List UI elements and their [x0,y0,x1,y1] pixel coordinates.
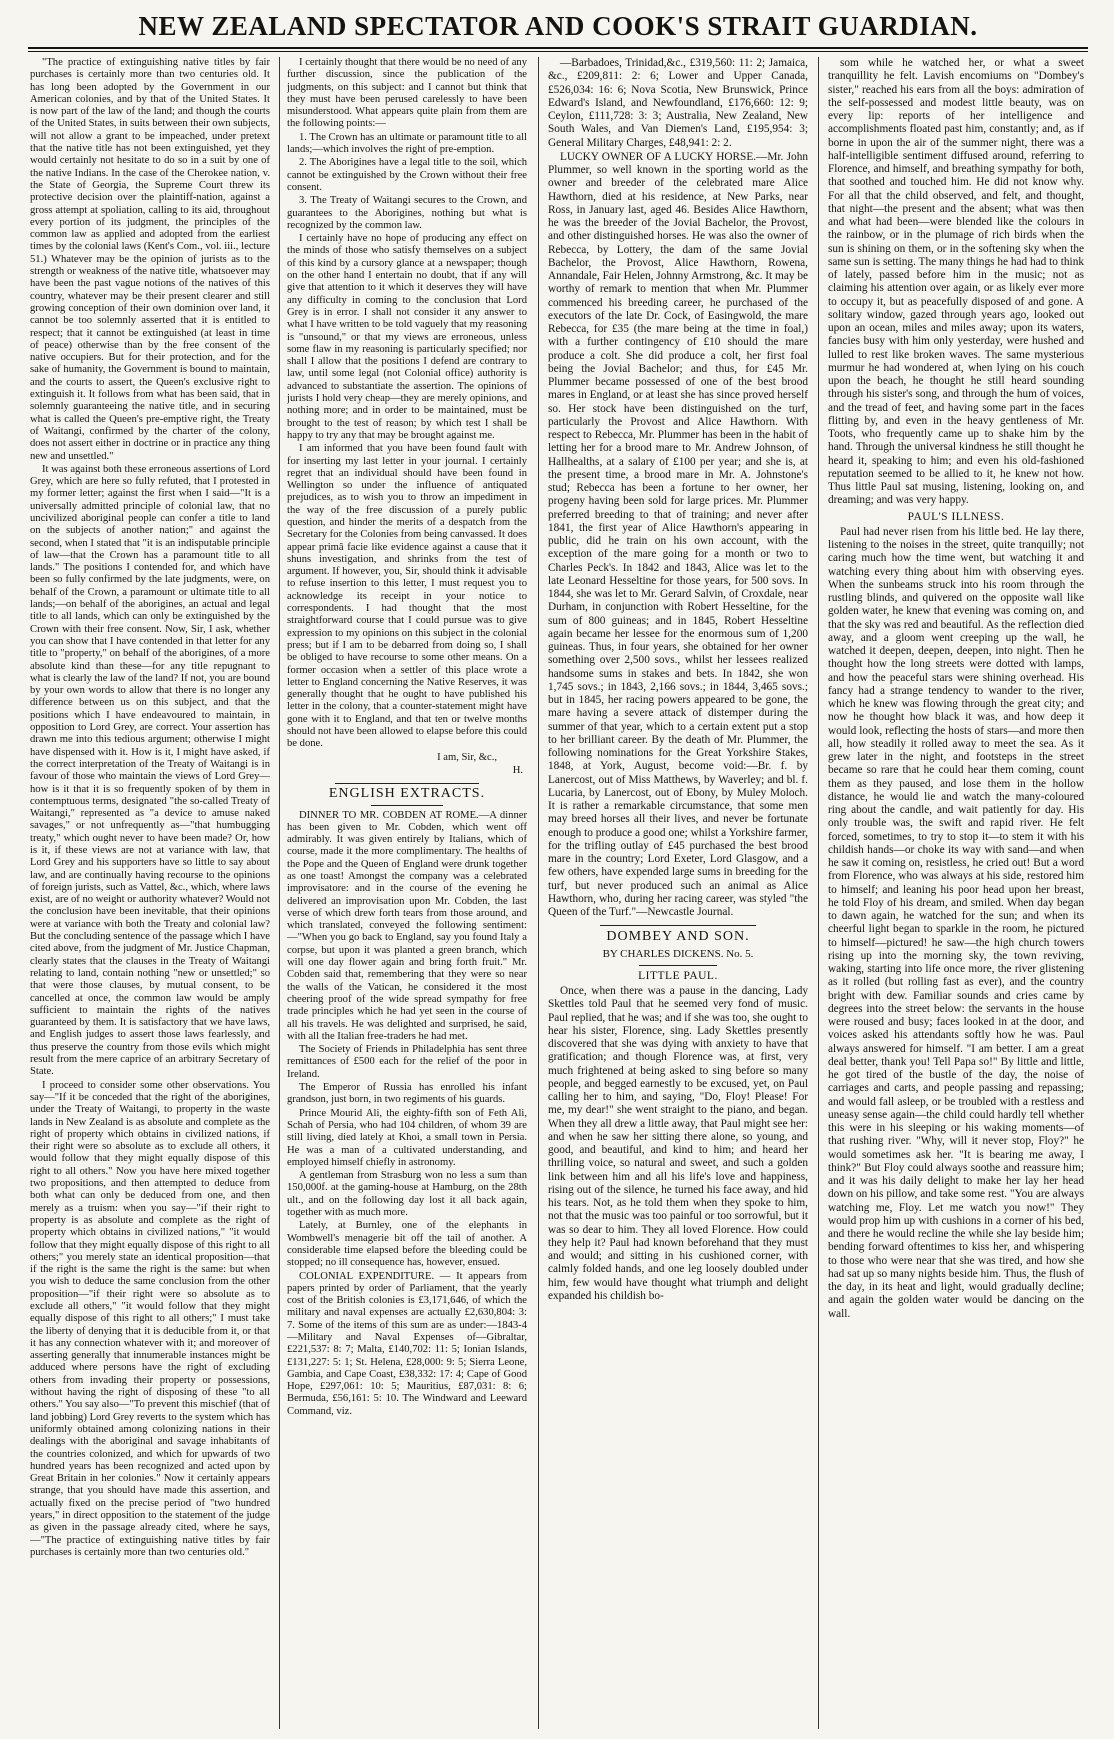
section-title-english-extracts: ENGLISH EXTRACTS. [328,786,486,802]
column-3 [548,57,808,1729]
numbered-point: 1. The Crown has an ultimate or paramount title to all lands;—which involves the right of pre-emption. [287,131,527,156]
section-title-dombey-and-son: DOMBEY AND SON. [606,929,750,945]
column-4 [828,57,1084,1729]
extract-paragraph: A gentleman from Strasburg won no less a sum than 150,000f. at the gaming-house at Hamburg, on the 28th ult., and on the following day lost it all back again, together with as much more. [287,1170,527,1219]
story-paragraph: Once, when there was a pause in the dancing, Lady Skettles told Paul that he seemed very fond of music. Paul replied, that he was; and if she was too, she ought to hear his sister, Florence, sing. Lady Skettles presently discovered that she was dying with anxiety to have that gratification; and though Florence was, at first, very much frightened at being asked to sing before so many people, and begged earnestly to be excused, yet, on Paul calling her to him, and saying, "Do, Floy! Please! For me, my dear!" she went straight to the piano, and began. When they all drew a little away, that Paul might see her: and when he saw her sitting there alone, so young, and good, and beautiful, and kind to him; and heard her thrilling voice, so natural and sweet, and such a golden link between him and all his life's love and happiness, rising out of the silence, he turned his face away, and hid his tears. Not, as he told them when they spoke to him, not that the music was too painful or too sorrowful, but it was so dear to him. They all loved Florence. How could they help it? Paul had known beforehand that they must and would; and sitting in his cushioned corner, with calmly folded hands, and one leg loosely doubled under him, few would have thought what triumph and delight expanded his childish bo- [548,985,808,1302]
numbered-point: 2. The Aborigines have a legal title to the soil, which cannot be extinguished by the Crown without their free consent. [287,157,527,193]
section-divider [600,925,756,926]
extract-paragraph: The Society of Friends in Philadelphia has sent three remittances of £500 each for the relief of the poor in Ireland. [287,1044,527,1080]
story-paragraph: Paul had never risen from his little bed. He lay there, listening to the noises in the street, quite tranquilly; not caring much how the time went, but watching it and watching every thing about him with observing eyes. When the sunbeams struck into his room through the rustling blinds, and quivered on the opposite wall like golden water, he knew that evening was coming on, and that the sky was red and beautiful. As the reflection died away, and a gloom went creeping up the wall, he watched it deepen, deepen, deepen, into night. Then he thought how the long streets were dotted with lamps, and how the peaceful stars were shining overhead. His fancy had a strange tendency to wander to the river, which he knew was flowing through the great city; and now he thought how black it was, and how deep it would look, reflecting the hosts of stars—and more then all, how steadily it rolled away to meet the sea. As it grew later in the night, and footsteps in the street became so rare that he could hear them coming, count them as they paused, and lose them in the hollow distance, he would lie and watch the many-coloured ring about the candle, and wait patiently for day. His only trouble was, the swift and rapid river. He felt forced, sometimes, to try to stop it—to stem it with his childish hands—or choke its way with sand—and when he saw it coming on, resistless, he cried out! But a word from Florence, who was always at his side, restored him to himself; and leaning his poor head upon her breast, he told Floy of his dream, and smiled. When day began to dawn again, he watched for the sun; and when its cheerful light began to sparkle in the room, he pictured to himself—pictured! he saw—the high church towers rising up into the morning sky, the town reviving, waking, starting into life once more, the river glistening as it rolled (but rolling fast as ever), and the country bright with dew. Familiar sounds and cries came by degrees into the street below: the servants in the house were roused and busy; faces looked in at the door, and voices asked his attendants softly how he was. Paul always answered for himself. "I am better. I am a great deal better, thank you! Tell Papa so!" By little and little, he got tired of the bustle of the day, the noise of carriages and carts, and people passing and repassing; and would fall asleep, or be troubled with a restless and uneasy sense again—the child could hardly tell whether this were in his sleeping or his waking moments—of that rushing river. "Why, will it never stop, Floy?" he would sometimes ask her. "It is bearing me away, I think?" But Floy could always soothe and reassure him; and it was his daily delight to make her lay her head down on his pillow, and take some rest. "You are always watching me, Floy. Let me watch you now!" They would prop him up with cushions in a corner of his bed, and there he would recline the while she lay beside him; bending forward oftentimes to kiss her, and whispering to those who were near that she was tired, and how she had sat up so many nights beside him. Thus, the flush of the day, in its heat and light, would gradually decline; and again the golden water would be dancing on the wall. [828,525,1084,1320]
extract-paragraph: DINNER TO MR. COBDEN AT ROME.—A dinner has been given to Mr. Cobden, which went off admirably. It was given entirely by Italians, which of course, made it the more complimentary. The healths of the Pope and the Queen of England were drunk together as one toast! Amongst the company was a celebrated improvisatore: and in the course of the evening he delivered an improvisation upon Mr. Cobden, the last verse of which drew forth tears from those around, and which translated, conveyed the following sentiment:—"When you go back to England, say you found Italy a corpse, but upon it was planted a green branch, which will one day flower again and bring forth fruit." Mr. Cobden said that, remembering that they were so near the walls of the Vatican, he considered it the most cheering proof of the wide spread sympathy for free trade principles which he had yet seen in the course of all his travels. He was delighted and surprised, he said, with all the Italian free-traders he had met. [287,809,527,1042]
extract-paragraph: COLONIAL EXPENDITURE. — It appears from papers printed by order of Parliament, that the yearly cost of the British colonies is £3,171,646, of which the military and naval expenses are actually £2,630,804: 3: 7. Some of the items of this sum are as under:—1843-4—Military and Naval Expenses of—Gibraltar, £221,537: 8: 7; Malta, £140,702: 11: 5; Ionian Islands, £131,227: 5: 1; St. Helena, £28,000: 9: 5; Sierra Leone, Gambia, and Cape Coast, £38,332: 17: 4; Cape of Good Hope, £297,061: 10: 5; Mauritius, £87,031: 8: 6; Bermuda, £56,161: 5: 10. The Windward and Leeward Command, viz. [287,1270,527,1417]
article-paragraph: I am informed that you have been found fault with for inserting my last letter in your journal. I certainly regret that an individual should have been found in Wellington so under the influence of antiquated prejudices, as to wish you to throw an impediment in the way of the free discussion of a purely public question, and hinder the merits of a despatch from the Secretary for the Colonies from being canvassed. It does appear primâ facie like evidence against a cause that it shuns investigation, and shrinks from the test of argument. If however, you, Sir, should think it advisable to refuse insertion to this letter, I must request you to acknowledge its receipt in your notice to correspondents. I had thought that the most straightforward course that I could pursue was to give expression to my opinions on this subject in the colonial press; but if I am to be debarred from doing so, I shall be obliged to have recourse to some other means. On a former occasion when a settler of this place wrote a letter to England concerning the Native Reserves, it was generally thought that he ought to have published his letter in the colony, that a counter-statement might have gone with it to England, and that ten or twelve months should not have been allowed to elapse before this could be done. [287,443,527,750]
article-paragraph: "The practice of extinguishing native titles by fair purchases is certainly more than two centuries old. It has long been adopted by the Government in our American colonies, and by that of the United States. It is now part of the law of the land; and though the courts of the United States, in suits between their own subjects, will not allow a grant to be impeached, under pretext that the native title has not been extinguished, yet they would certainly not hesitate to do so in a suit by one of the native Indians. In the case of the Cherokee nation, v. the State of Georgia, the Supreme Court threw its protective decision over the plaintiff-nation, against a gross attempt at spoliation, calling to its aid, throughout every portion of its judgment, the principles of the common law as applied and adopted from the earliest times by the colonial laws (Kent's Com., vol. iii., lecture 51.) Whatever may be the opinion of jurists as to the strength or weakness of the native title, whatsoever may have been the past vague notions of the natives of this country, whatever may be their present clearer and still growing conception of their own dominion over land, it cannot be too solemnly asserted that it is entitled to respect; that it cannot be extinguished (at least in time of peace) otherwise than by the free consent of the native occupiers. But for their protection, and for the sake of humanity, the Government is bound to maintain, and the courts to assert, the Queen's exclusive right to extinguish it. It follows from what has been said, that in solemnly guaranteeing the native title, and in securing what is called the Queen's pre-emptive right, the Treaty of Waitangi, confirmed by the charter of the colony, does not assert either in doctrine or in practice any thing new and unsettled." [30,57,270,462]
article-paragraph: I certainly thought that there would be no need of any further discussion, since the publication of the judgments, on this subject: and I cannot but think that they must have been perused carelessly to have been misunderstood. What appears quite plain from them are the following points:— [287,57,527,130]
extract-paragraph: Lately, at Burnley, one of the elephants in Wombwell's menagerie bit off the tail of another. A considerable time elapsed before the bleeding could be stopped; no ill consequence has, however, ensued. [287,1220,527,1269]
masthead-rule-thin [28,51,1088,52]
article-paragraph: —Barbadoes, Trinidad,&c., £319,560: 11: 2; Jamaica, &c., £209,811: 2: 6; Lower and Upper Canada, £526,034: 16: 6; Nova Scotia, New Brunswick, Prince Edward's Island, and Newfoundland, £176,660: 12: 9; Ceylon, £111,728: 3: 3; Australia, New Zealand, New South Wales, and Van Diemen's Land, £195,954: 3; General Military Charges, £48,941: 2: 2. [548,57,808,149]
numbered-point: 3. The Treaty of Waitangi secures to the Crown, and guarantees to the Aborigines, nothing but what is recognized by the common law. [287,195,527,231]
section-divider [335,783,479,784]
chapter-title: LITTLE PAUL. [638,969,718,982]
letter-signature: H. [512,764,523,776]
newspaper-title: NEW ZEALAND SPECTATOR AND COOK'S STRAIT GUARDIAN. [138,11,978,41]
article-paragraph: It was against both these erroneous assertions of Lord Grey, which are here so fully refuted, that I protested in my former letter; against the first when I said—"It is a universally admitted principle of colonial law, that no uncivilized aboriginal people can confer a title to land on the subjects of another nation;" and against the second, when I stated that "it is an indisputable principle of law—that the Crown has a paramount title to all lands." The positions I contended for, and which have been so fully confirmed by the late judgments, were, on behalf of the Crown, a paramount or ultimate title to all lands;—on behalf of the aborigines, an actual and legal title to all lands, which can only be extinguished by the Crown with their free consent. Now, Sir, I ask, whether you can show that I have contended in that letter for any title to "property," on behalf of the aborigines, of a more absolute kind than these—for any title repugnant to what is clearly the law of the land? If not, you are bound by your own words to allow that there is no longer any difference between us on this subject, and that the positions which I have endeavoured to maintain, in opposition to Lord Grey, are correct. Your assertion has drawn me into this tedious argument; otherwise I might have dispensed with it. How is it, I might have asked, if the correct interpretation of the Treaty of Waitangi is in favour of those who maintain the views of Lord Grey—how is it that it is so frequently spoken of by them in contemptuous terms, designated "the so-called Treaty of Waitangi," represented as "a device to amuse naked savages," or not unfrequently as—"that humbugging treaty," which ought never to have been made? Or, how is it, if these views are not at variance with law, that Lord Grey and his supporters have so little to say about law, and are continually having recourse to the opinions of foreign jurists, such as Vattel, &c., which, where laws exist, are of no weight or authority whatever? Would not the conclusion have been inevitable, that their opinions were at variance with both the Treaty and colonial law? But the concluding sentence of the passage which I have cited above, from the judgment of Mr. Justice Chapman, clearly states that the clauses in the Treaty of Waitangi relating to land, contain nothing "new or unsettled;" so that were those clauses, by mutual consent, to be cancelled at once, the common law would be amply sufficient to maintain the rights of the natives guaranteed by them. It is satisfactory that we have laws, and English judges to assert those laws fearlessly, and thus preserve the country from those evils which might result from the mere caprice of an arbitrary Secretary of State. [30,463,270,1078]
extract-paragraph: The Emperor of Russia has enrolled his infant grandson, just born, in two regiments of his guards. [287,1082,527,1106]
article-paragraph: I proceed to consider some other observations. You say—"If it be conceded that the right of the aborigines, under the Treaty of Waitangi, to property in the waste lands in New Zealand is as absolute and complete as the right of property which obtains in civilized nations, if their right were so absolute as to exclude all others, it would follow that they might equally dispose of this right to all others." Now you have here mixed together two propositions, and then attempted to deduce from both what can only be deduced from one, and then merely as a truism: when you say—"if their right to property is as absolute and complete as the right of property which obtains in civilized nations," "it would follow that they might equally dispose of this right to all others;" you merely state an identical proposition—that if the right is the same the right is the same: but when you wish to deduce the same conclusion from the other proposition—"if their right were so absolute as to exclude all others," "it would follow that they might equally dispose of this right to all others;" I must take the liberty of denying that it is deducible from it, or that it has any connection whatever with it; and moreover of asserting generally that innumerable instances might be adduced where persons have the right of excluding others from invading their property or possessions, without having the right of disposing of these "to all others." You say also—"To prevent this mischief (that of land jobbing) Lord Grey reverts to the system which has uniformly obtained among colonizing nations in their dealings with the aboriginal and savage inhabitants of the countries colonized, and which for upwards of two hundred years has been recognized and acted upon by Great Britain in her colonies." Now it certainly appears strange, that you should have made this assertion, and actually fixed on the precise period of "two hundred years," in direct opposition to the statement of the judge as given in the passage already cited, where he says,—"The practice of extinguishing native titles by fair purchases is certainly more than two centuries old." [30,1079,270,1558]
chapter-title: PAUL'S ILLNESS. [907,510,1005,523]
masthead [28,6,1088,46]
column-2 [287,57,527,1729]
masthead-rule-thick [28,47,1088,49]
article-paragraph: LUCKY OWNER OF A LUCKY HORSE.—Mr. John Plummer, so well known in the sporting world as the owner and breeder of the celebrated mare Alice Hawthorn, died at his residence, at New Parks, near Ross, in January last, aged 46. Besides Alice Hawthorn, he was the breeder of the Jovial Bachelor, the Provost, and other distinguished horses. He was also the owner of Rebecca, by Lottery, the dam of the same Jovial Bachelor, the Provost, Alice Hawthorn, Rowena, Annandale, Fair Helen, Johnny Armstrong, &c. It may be worthy of remark to mention that when Mr. Plummer commenced his breeding career, he purchased of the executors of the late Dr. Cock, of Easingwold, the mare Rebecca, for £35 (the mare being at the time in foal,) with a further contingency of £10 should the mare produce a colt. She did produce a colt, her first foal being the Jovial Bachelor; and thus, for £45 Mr. Plummer became possessed of one of the best brood mares in England, or at least she has since proved herself so. Her stock have been distinguished on the turf, particularly the Provost and Alice Hawthorn. With respect to Rebecca, Mr. Plummer has been in the habit of letting her for a brood mare to Mr. Andrew Johnson, of Hallhealths, at a salary of £100 per year; and she is, at the present time, a brood mare in Mr. A. Johnstone's stud; Rebecca has been a fortune to her owner, her progeny having been sold for large prices. Mr. Plummer preferred breeding to that of training; and never after 1841, the first year of Alice Hawthorn's appearing in public, did he train on his own account, with the exception of the mare going for a month or two to Charles Peck's. In 1842 and 1843, Alice was let to the late Leonard Hesseltine for those years, for 500 sovs. In 1844, she was let to Mr. Gerard Salvin, of Croxdale, near Durham, in conjunction with Robert Hesseltine, for the sum of 800 guineas; and in 1845, Robert Hesseltine again became her lessee for the enormous sum of 1,200 guineas. Thus, in four years, she obtained for her owner something over 2,500 sovs., whilst her lessees realized handsome sums in stakes and bets. In 1842, she won 1,745 sovs.; in 1843, 2,166 sovs.; in 1844, 3,465 sovs.; but in 1845, her racing powers appeared to be gone, the mare having a severe attack of distemper during the summer of that year, which to a certain extent put a stop to her brilliant career. By the death of Mr. Plummer, the following nominations for the Great Yorkshire Stakes, 1848, at York, August, become void:—Br. f. by Lanercost, out of Miss Matthews, by Waverley; and bl. f. Lucaria, by Lanercost, out of Ebony, by Muley Moloch. It is rather a remarkable circumstance, that some men may breed horses all their lives, and never be fortunate enough to produce a good one; whilst a Yorkshire farmer, for the trifling outlay of £45 purchased the best brood mare in the country; Lord Exeter, Lord Glasgow, and a few others, have expended large sums in breeding for the turf, but never produced such an animal as Alice Hawthorn, who, during her racing career, was styled "the Queen of the Turf."—Newcastle Journal. [548,150,808,918]
column-1 [30,57,270,1729]
column-divider [538,57,539,1729]
column-divider [818,57,819,1729]
extract-paragraph: Prince Mourid Ali, the eighty-fifth son of Feth Ali, Schah of Persia, who had 104 children, of whom 39 are still living, died lately at Khoi, a small town in Persia. He was a man of a cultivated understanding, and employed himself chiefly in astronomy. [287,1107,527,1168]
letter-signoff: I am, Sir, &c., [437,751,497,763]
section-divider [371,805,443,806]
byline: BY CHARLES DICKENS. No. 5. [602,947,754,960]
section-divider [639,965,717,966]
article-paragraph: I certainly have no hope of producing any effect on the minds of those who satisfy themselves on a subject of this kind by a cursory glance at a newspaper; though on the other hand I entertain no doubt, that if any will give that attention to it which it deserves they will have any difficulty in coming to the conclusion that Lord Grey is in error. I shall not consider it any answer to what I have written to be told vaguely that my reasoning is "unsound," or that my views are erroneous, unless some flaw in my reasoning is particularly specified; nor shall I allow that the positions I defend are contrary to law, until some legal (not Colonial office) authority is advanced to substantiate the assertion. The opinions of jurists I hold very cheap—they are merely opinions, and nothing more; and in order to be maintained, must be brought to the test of reason; by which test I shall be happy to try any that may be brought against me. [287,233,527,441]
column-divider [279,57,280,1729]
story-paragraph: som while he watched her, or what a sweet tranquillity he felt. Lavish encomiums on "Dombey's sister," reached his ears from all the boys: admiration of the self-possessed and modest little beauty, was on every lip: reports of her intelligence and accomplishments floated past him, constantly; and, as if borne in upon the air of the summer night, there was a half-intelligible sentiment diffused around, referring to Florence, and himself, and breathing sympathy for both, that soothed and touched him. He did not know why. For all that the child observed, and felt, and thought, that night—the present and the absent; what was then and what had been—were blended like the colours in the rainbow, or in the plumage of rich birds when the sun is shining on them, or in the softening sky when the same sun is setting. The many things he had had to think of lately, passed before him in the music; not as claiming his attention over again, or as likely ever more to occupy it, but as peacefully disposed of and gone. A solitary window, gazed through years ago, looked out upon an ocean, miles and miles away; upon its waters, fancies busy with him only yesterday, were hushed and lulled to rest like broken waves. The same mysterious murmur he had wondered at, when lying on his couch upon the beach, he thought he still heard sounding through his sister's song, and through the hum of voices, and the tread of feet, and having some part in the faces flitting by, and even in the heavy gentleness of Mr. Toots, who frequently came up to shake him by the hand. Through the universal kindness he still thought he heard it, speaking to him; and even his old-fashioned reputation seemed to be allied to it, he knew not how. Thus little Paul sat musing, listening, looking on, and dreaming; and was very happy. [828,57,1084,507]
